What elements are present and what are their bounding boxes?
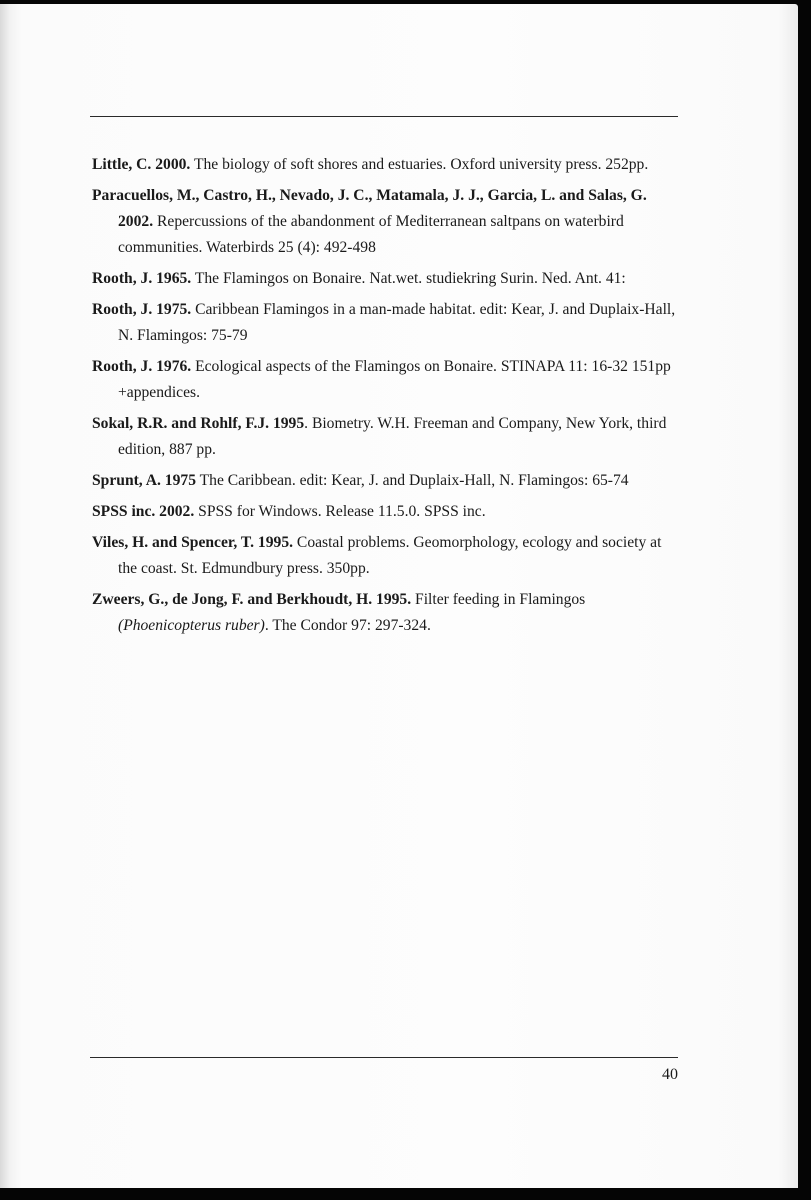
reference-author: Little, C. 2000.	[92, 156, 191, 173]
reference-author: Zweers, G., de Jong, F. and Berkhoudt, H. 1995.	[92, 591, 412, 608]
reference-entry	[92, 468, 682, 494]
reference-author: Rooth, J. 1975.	[92, 301, 192, 318]
reference-list	[92, 152, 682, 644]
reference-text: The Flamingos on Bonaire. Nat.wet. studiekring Surin. Ned. Ant. 41:	[191, 270, 626, 287]
reference-entry	[92, 266, 682, 292]
reference-entry	[92, 297, 682, 349]
reference-entry	[92, 587, 682, 639]
reference-entry	[92, 152, 682, 178]
reference-entry	[92, 499, 682, 525]
page-edge-shadow	[778, 4, 798, 1188]
reference-entry	[92, 411, 682, 463]
reference-author: Sprunt, A. 1975	[92, 472, 196, 489]
footer-rule	[90, 1057, 678, 1058]
reference-author: Viles, H. and Spencer, T. 1995.	[92, 534, 294, 551]
reference-text: The biology of soft shores and estuaries. Oxford university press. 252pp.	[190, 156, 649, 173]
reference-text: Repercussions of the abandonment of Mediterranean saltpans on waterbird communities. Waterbirds 25 (4): 492-498	[118, 213, 624, 256]
reference-author: SPSS inc. 2002.	[92, 503, 195, 520]
reference-entry	[92, 354, 682, 406]
reference-text: Filter feeding in Flamingos	[411, 591, 586, 608]
reference-entry	[92, 183, 682, 261]
reference-text: Ecological aspects of the Flamingos on Bonaire. STINAPA 11: 16-32 151pp +appendices.	[118, 358, 671, 401]
species-name: (Phoenicopterus ruber)	[118, 617, 265, 634]
reference-text: Coastal problems. Geomorphology, ecology and society at the coast. St. Edmundbury press. 350pp.	[118, 534, 662, 577]
reference-text-end: . The Condor 97: 297-324.	[264, 617, 431, 634]
reference-author: Sokal, R.R. and Rohlf, F.J. 1995	[92, 415, 305, 432]
reference-text: Caribbean Flamingos in a man-made habitat. edit: Kear, J. and Duplaix-Hall, N. Flamingos: 75-79	[118, 301, 676, 344]
reference-entry	[92, 530, 682, 582]
reference-text: . Biometry. W.H. Freeman and Company, New York, third edition, 887 pp.	[118, 415, 667, 458]
reference-author: Rooth, J. 1976.	[92, 358, 192, 375]
header-rule	[90, 116, 678, 117]
page-number: 40	[662, 1066, 678, 1083]
reference-text: The Caribbean. edit: Kear, J. and Duplaix-Hall, N. Flamingos: 65-74	[196, 472, 629, 489]
reference-author: Rooth, J. 1965.	[92, 270, 192, 287]
reference-author: Paracuellos, M., Castro, H., Nevado, J. C., Matamala, J. J., Garcia, L. and Salas, G. 2002.	[92, 187, 647, 230]
reference-text: SPSS for Windows. Release 11.5.0. SPSS inc.	[194, 503, 486, 520]
